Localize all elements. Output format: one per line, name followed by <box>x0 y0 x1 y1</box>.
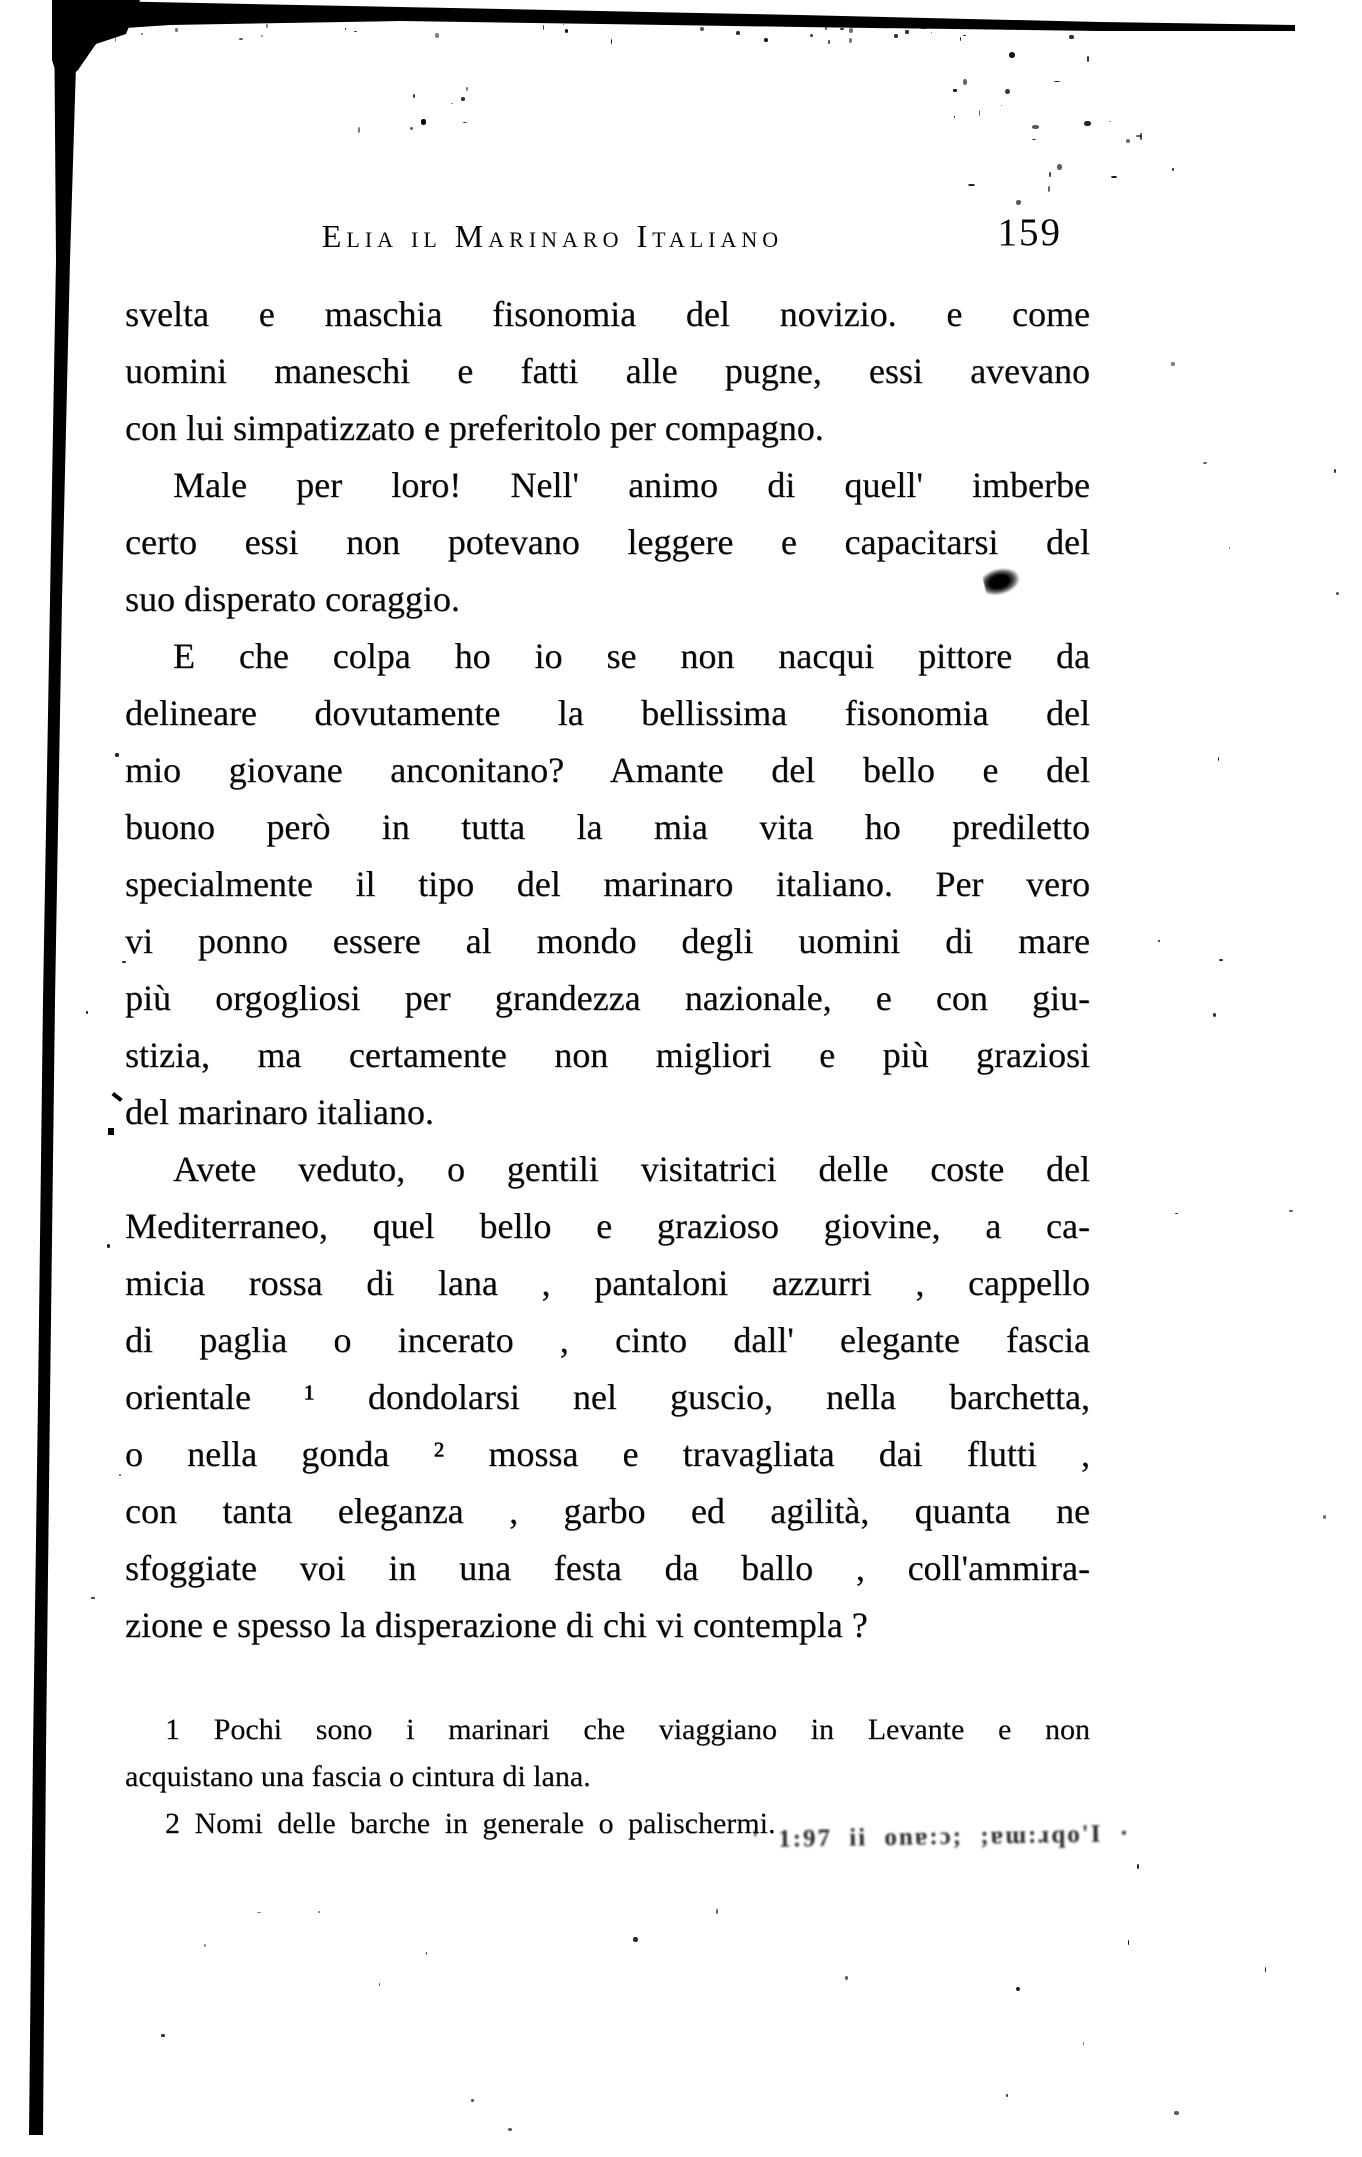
scan-speck <box>563 24 564 25</box>
scan-speck <box>954 116 955 118</box>
text-line: specialmente il tipo del marinaro italiano. Per vero <box>125 864 1090 904</box>
scan-speck <box>435 33 439 38</box>
scan-speck <box>1016 1987 1020 1991</box>
scan-speck <box>1140 133 1142 140</box>
scan-speck <box>99 28 101 31</box>
scan-speck <box>1203 462 1207 464</box>
text-line: delineare dovutamente la bellissima fisonomia del <box>125 693 1090 733</box>
scan-speck <box>828 40 830 44</box>
text-line: orientale ¹ dondolarsi nel guscio, nella barchetta, <box>125 1377 1090 1417</box>
text-line: sfoggiate voi in una festa da ballo , coll'ammira- <box>125 1548 1090 1588</box>
body-text <box>125 286 1090 1654</box>
scan-speck <box>1054 81 1060 82</box>
scan-speck <box>849 28 853 33</box>
scan-speck <box>1049 172 1051 177</box>
footnote-line: 2 Nomi delle barche in generale o palischermi. <box>165 1807 776 1840</box>
scan-speck <box>716 1909 718 1914</box>
scan-speck <box>905 30 909 34</box>
scan-speck <box>471 2099 474 2102</box>
scan-speck <box>1137 1864 1139 1869</box>
text-line: zione e spesso la disperazione di chi vi contempla ? <box>125 1605 868 1645</box>
page-number: 159 <box>997 211 1062 254</box>
text-line: certo essi non potevano leggere e capacitarsi del <box>125 522 1090 562</box>
scan-speck <box>175 28 178 32</box>
scan-speck <box>1083 2042 1084 2045</box>
scan-speck <box>920 26 925 29</box>
running-title: Elia il Marinaro Italiano <box>321 218 784 254</box>
scan-speck <box>849 38 852 43</box>
footnote-line: 1 Pochi sono i marinari che viaggiano in Levante e non <box>165 1713 1090 1746</box>
scan-speck <box>358 127 360 133</box>
scan-speck <box>1218 757 1219 761</box>
scan-speck <box>466 87 468 91</box>
scan-speck <box>1213 1013 1216 1017</box>
scan-speck <box>261 35 263 37</box>
scan-speck <box>122 961 126 963</box>
scan-speck <box>1069 35 1074 39</box>
scan-speck <box>1265 1967 1266 1972</box>
scan-speck <box>953 89 957 92</box>
left-bar-artifact <box>29 0 78 2135</box>
scan-speck <box>410 127 413 130</box>
scan-speck <box>894 34 898 38</box>
text-line: buono però in tutta la mia vita ho prediletto <box>125 807 1090 847</box>
scan-speck <box>86 1011 88 1014</box>
text-line: stizia, ma certamente non migliori e più graziosi <box>125 1035 1090 1075</box>
scan-speck <box>1172 168 1174 171</box>
paragraph <box>125 628 1090 1141</box>
scan-speck <box>1171 362 1175 366</box>
scan-speck <box>1323 1515 1326 1519</box>
footnote-line: acquistano una fascia o cintura di lana. <box>125 1760 591 1793</box>
scan-speck <box>1048 186 1050 192</box>
scan-speck <box>960 37 961 41</box>
scan-speck <box>700 27 704 31</box>
scan-speck <box>611 39 612 44</box>
scan-speck <box>451 103 453 104</box>
scan-speck <box>1289 1210 1293 1212</box>
scan-speck <box>1087 56 1089 62</box>
text-line: Male per loro! Nell' animo di quell' imberbe <box>173 465 1090 505</box>
scan-speck <box>565 29 568 33</box>
top-left-blob-artifact <box>52 0 140 86</box>
text-line: del marinaro italiano. <box>125 1092 434 1132</box>
scan-speck <box>239 38 243 40</box>
scan-speck <box>979 110 980 116</box>
scan-speck <box>508 2128 512 2131</box>
scan-speck <box>963 35 966 36</box>
scan-speck <box>1158 940 1160 942</box>
scan-speck <box>1174 2111 1179 2115</box>
scan-speck <box>141 33 143 35</box>
scan-speck <box>257 1912 261 1913</box>
scan-speck <box>121 30 124 31</box>
scan-speck <box>1032 139 1036 140</box>
top-bar-artifact <box>52 0 1295 33</box>
text-line: con tanta eleganza , garbo ed agilità, quanta ne <box>125 1491 1090 1531</box>
margin-mark <box>108 1128 114 1135</box>
scan-speck <box>90 37 93 39</box>
scan-speck <box>633 1937 638 1942</box>
text-line: con lui simpatizzato e preferitolo per compagno. <box>125 408 824 448</box>
scan-speck <box>1006 2094 1008 2097</box>
scan-speck <box>318 1911 320 1913</box>
scan-speck <box>426 1952 427 1955</box>
text-line: svelta e maschia fisonomia del novizio. e come <box>125 294 1090 334</box>
scan-speck <box>1149 28 1150 31</box>
scan-speck <box>1334 469 1336 473</box>
text-line: uomini maneschi e fatti alle pugne, essi avevano <box>125 351 1090 391</box>
scan-speck <box>463 122 467 123</box>
margin-mark <box>112 1092 123 1102</box>
scan-speck <box>354 31 357 32</box>
scan-speck <box>1016 200 1021 205</box>
scan-speck <box>1219 959 1223 961</box>
scan-speck <box>736 31 740 35</box>
scan-speck <box>1001 105 1002 106</box>
scan-speck <box>379 1983 380 1986</box>
scan-speck <box>1126 139 1130 143</box>
paragraph <box>125 286 1090 457</box>
scan-speck <box>931 32 932 33</box>
scan-speck <box>1336 592 1339 595</box>
scan-speck <box>204 1944 206 1947</box>
scan-speck <box>119 1474 121 1476</box>
scan-speck <box>413 94 415 98</box>
text-line: Avete veduto, o gentili visitatrici delle coste del <box>173 1149 1090 1189</box>
page-header <box>125 210 1090 266</box>
scan-speck <box>1007 28 1008 30</box>
scan-speck <box>115 753 119 757</box>
text-line: E che colpa ho io se non nacqui pittore da <box>173 636 1090 676</box>
scan-speck <box>345 28 346 30</box>
scan-speck <box>1084 121 1091 126</box>
text-line: suo disperato coraggio. <box>125 579 460 619</box>
scan-speck <box>963 79 967 85</box>
scan-speck <box>421 119 426 125</box>
text-line: o nella gonda ² mossa e travagliata dai flutti , <box>125 1434 1090 1474</box>
scan-speck <box>1128 1940 1129 1945</box>
paragraph <box>125 457 1090 628</box>
scan-speck <box>764 38 768 42</box>
scan-speck <box>1229 547 1230 549</box>
scan-speck <box>115 37 116 42</box>
scan-speck <box>825 27 827 30</box>
text-line: micia rossa di lana , pantaloni azzurri , cappello <box>125 1263 1090 1303</box>
scan-speck <box>810 34 813 37</box>
scan-speck <box>543 25 544 30</box>
scan-speck <box>1009 52 1015 58</box>
scan-speck <box>1032 125 1039 129</box>
scan-speck <box>461 97 465 101</box>
scan-speck <box>1005 89 1010 94</box>
text-line: più orgogliosi per grandezza nazionale, e con giu- <box>125 978 1090 1018</box>
paragraph <box>125 1141 1090 1654</box>
scan-speck <box>91 1597 95 1599</box>
scan-speck <box>1111 176 1117 178</box>
scan-speck <box>161 2034 165 2037</box>
bleedthrough-text: ' 1:97 ii onɐ:ɔ; ;ɐɯ:ɹqo'I · <box>751 1820 1131 1854</box>
scan-speck <box>845 1976 848 1980</box>
text-line: mio giovane anconitano? Amante del bello e del <box>125 750 1090 790</box>
scan-speck <box>266 24 268 28</box>
text-line: di paglia o incerato , cinto dall' elegante fascia <box>125 1320 1090 1360</box>
scan-speck <box>1109 121 1111 122</box>
scan-speck <box>968 184 975 186</box>
scan-speck <box>1175 1213 1178 1214</box>
text-line: Mediterraneo, quel bello e grazioso giovine, a ca- <box>125 1206 1090 1246</box>
scan-speck <box>840 28 844 30</box>
text-line: vi ponno essere al mondo degli uomini di mare <box>125 921 1090 961</box>
scan-speck <box>107 1244 110 1248</box>
scan-speck <box>1057 164 1062 170</box>
